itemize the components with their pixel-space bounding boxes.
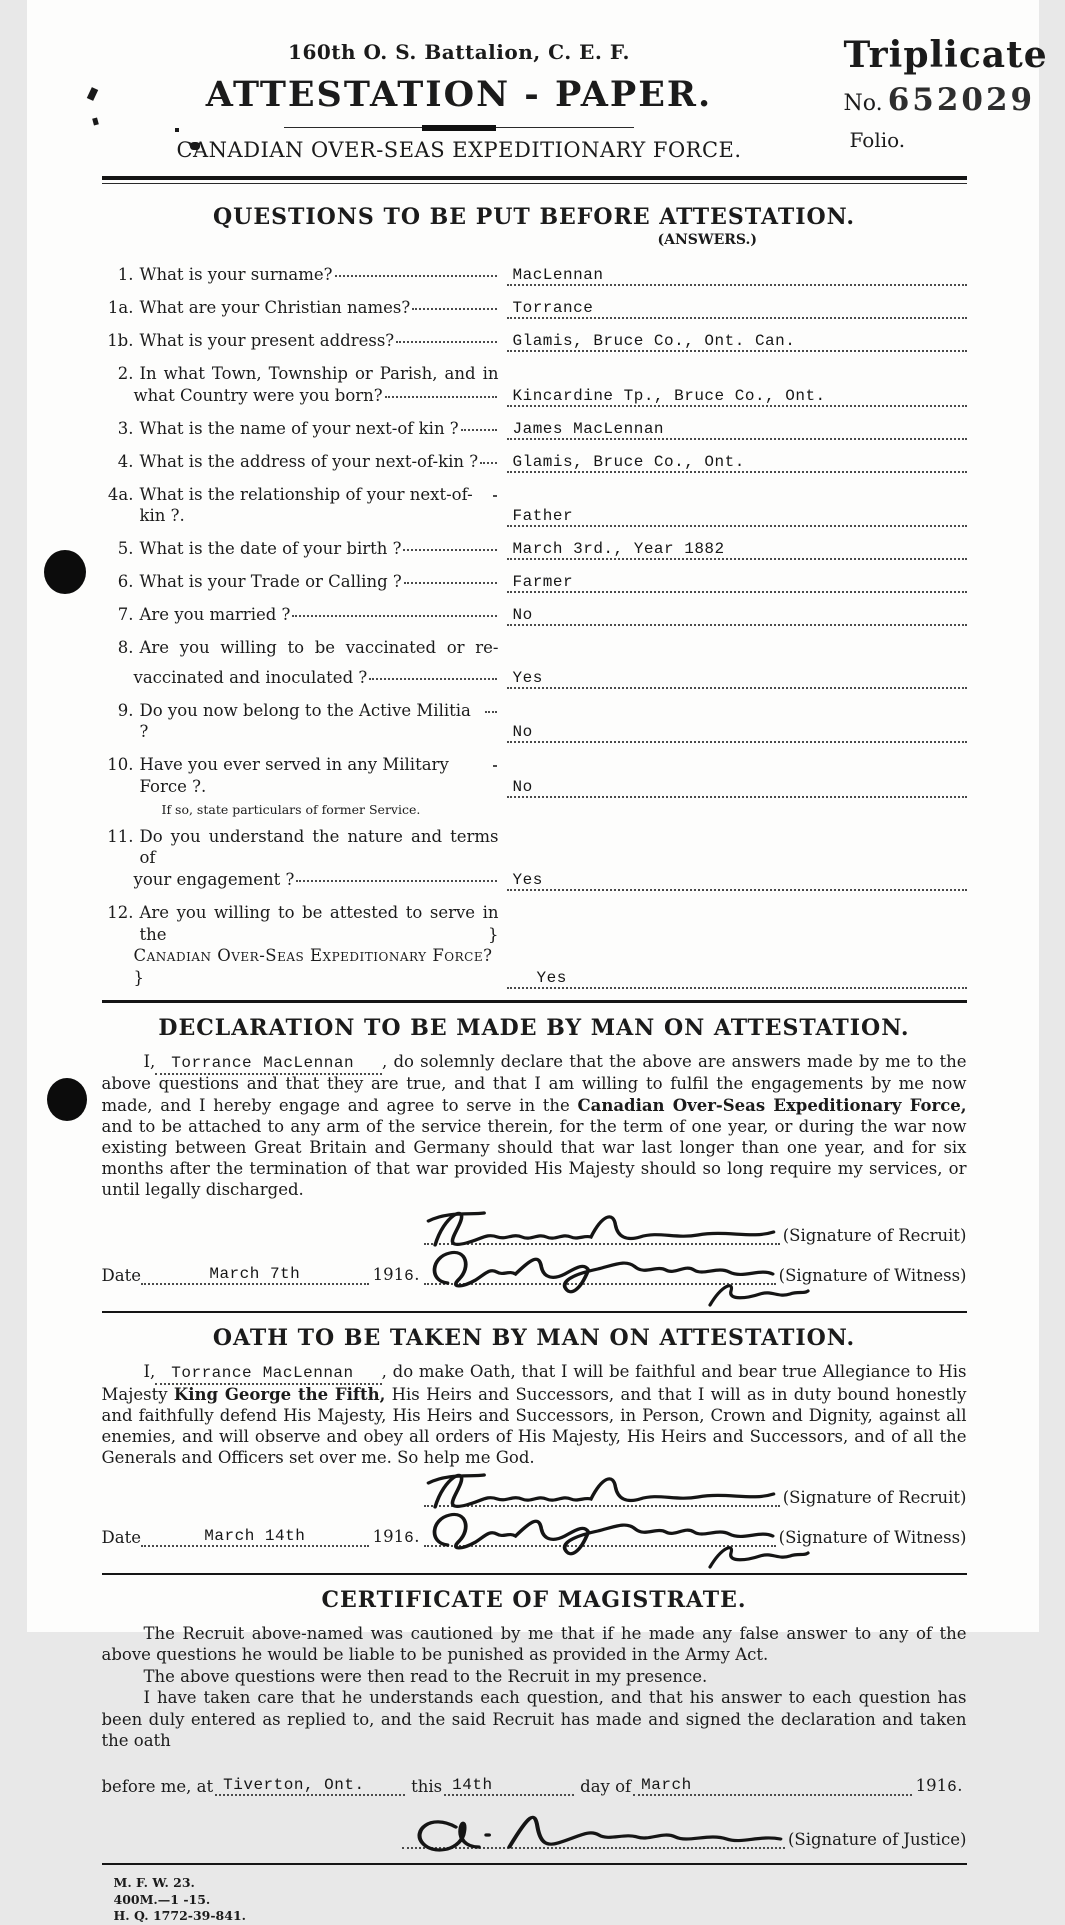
answer-field: Yes [507, 869, 967, 891]
question-text: Are you willing to be attested to serve in the } [140, 902, 499, 946]
witness-rank-row [102, 1547, 967, 1571]
month-field: March [633, 1774, 911, 1796]
question-row: 1b. What is your present address? Glamis, Bruce Co., Ont. Can. [102, 330, 967, 352]
question-row: 12. Are you willing to be attested to serve in the } Canadian Over-Seas Expeditionary Force? } Yes [102, 902, 967, 989]
recruit-signature-label: (Signature of Recruit) [780, 1226, 967, 1245]
answer-field: MacLennan [507, 264, 967, 286]
witness-rank-script [697, 1541, 817, 1575]
witness-signature-label: (Signature of Witness) [776, 1266, 967, 1285]
question-row: 5. What is the date of your birth ? March 3rd., Year 1882 [102, 538, 967, 560]
date-field: March 7th [141, 1263, 369, 1285]
question-row: 4a. What is the relationship of your next-of-kin ?. Father [102, 484, 967, 528]
question-row: 8. Are you willing to be vaccinated or re- vaccinated and inoculated ? Yes [102, 637, 967, 689]
battalion-line: 160th O. S. Battalion, C. E. F. [102, 40, 817, 64]
question-text: Do you now belong to the Active Militia ? [140, 700, 483, 744]
question-note: If so, state particulars of former Service. [162, 802, 967, 817]
date-label: Date [102, 1528, 141, 1547]
certificate-title: CERTIFICATE OF MAGISTRATE. [102, 1587, 967, 1613]
question-row: 1. What is your surname? MacLennan [102, 264, 967, 286]
justice-signature-line [402, 1839, 785, 1849]
copy-label: Triplicate [844, 34, 1065, 76]
page-title: ATTESTATION - PAPER. [102, 74, 817, 115]
answer-field: James MacLennan [507, 418, 967, 440]
folio-label: Folio. [850, 128, 1065, 152]
witness-signature-row: Date March 7th 1916. (Signature of Witness) [102, 1263, 967, 1285]
answer-field: Yes [507, 967, 967, 989]
question-text: vaccinated and inoculated ? [134, 667, 368, 689]
document-header [102, 0, 967, 184]
section-rule [102, 1311, 967, 1313]
question-text: Are you willing to be vaccinated or re- [140, 637, 499, 659]
answer-field: No [507, 776, 967, 798]
answer-field: Torrance [507, 297, 967, 319]
question-row: 1a. What are your Christian names? Torrance [102, 297, 967, 319]
witness-rank-row [102, 1285, 967, 1309]
question-row: 4. What is the address of your next-of-kin ? Glamis, Bruce Co., Ont. [102, 451, 967, 473]
witness-rank-script [697, 1279, 817, 1313]
declaration-title: DECLARATION TO BE MADE BY MAN ON ATTESTATION. [102, 1015, 967, 1041]
declared-name: Torrance MacLennan [155, 1054, 382, 1075]
scan-artifact [86, 87, 97, 101]
oath-title: OATH TO BE TAKEN BY MAN ON ATTESTATION. [102, 1325, 967, 1351]
answer-field: Farmer [507, 571, 967, 593]
question-text: In what Town, Township or Parish, and in [140, 363, 499, 385]
question-row: 3. What is the name of your next-of kin ? James MacLennan [102, 418, 967, 440]
form-code-footer [114, 1875, 967, 1925]
before-me-row: before me, at Tiverton, Ont. this 14th day of March 1916. [102, 1774, 967, 1796]
question-row: 6. What is your Trade or Calling ? Farmer [102, 571, 967, 593]
question-text: What is the relationship of your next-of-kin ?. [140, 484, 491, 528]
certificate-paragraph: I have taken care that he understands each question, and that his answer to each question has been duly entered as replied to, and the said Recruit has made and signed the declaration and taken the oath [102, 1687, 967, 1751]
answer-field: March 3rd., Year 1882 [507, 538, 967, 560]
answer-field: No [507, 721, 967, 743]
answer-field: Glamis, Bruce Co., Ont. [507, 451, 967, 473]
declaration-paragraph: I, Torrance MacLennan , do solemnly declare that the above are answers made by me to the above questions and that they are true, and that I am willing to fulfil the engagements by me now made, and I hereby engage and agree to serve in the Canadian Over-Seas Expeditionary Force, and to be attached to any arm of the service therein, for the term of one year, or during the war now existing between Great Britain and Germany should that war last longer than one year, and for six months after the termination of that war provided His Majesty should so long require my services, or until legally discharged. [102, 1051, 967, 1200]
question-row: 10. Have you ever served in any Military Force ?. No [102, 754, 967, 798]
question-text: Have you ever served in any Military Force ?. [140, 754, 491, 798]
oath-section [102, 1325, 967, 1575]
oath-paragraph: I, Torrance MacLennan , do make Oath, that I will be faithful and bear true Allegiance to His Majesty King George the Fifth, His Heirs and Successors, and that I will as in duty bound honestly and faithfully defend His Majesty, His Heirs and Successors, in Person, Crown and Dignity, against all enemies, and will observe and obey all orders of His Majesty, His Heirs and Successors, and of all the Generals and Officers set over me. So help me God. [102, 1361, 967, 1468]
form-code: 400M.—1 -15. [114, 1892, 967, 1909]
question-row: 2. In what Town, Township or Parish, and in what Country were you born? Kincardine Tp., Bruce Co., Ont. [102, 363, 967, 407]
certificate-section [102, 1587, 967, 1865]
question-text: Are you married ? [140, 604, 291, 626]
witness-signature-label: (Signature of Witness) [776, 1528, 967, 1547]
justice-signature-row [102, 1830, 967, 1849]
answer-field: Yes [507, 667, 967, 689]
question-text: your engagement ? [134, 869, 295, 891]
serial-number: 652029 [888, 82, 1035, 118]
justice-signature-label: (Signature of Justice) [785, 1830, 967, 1849]
force-line: CANADIAN OVER-SEAS EXPEDITIONARY FORCE. [102, 138, 817, 162]
question-text: What is your present address? [140, 330, 395, 352]
declaration-section [102, 1015, 967, 1313]
question-text: what Country were you born? [134, 385, 383, 407]
date-field: March 14th [141, 1525, 369, 1547]
title-divider [284, 127, 634, 128]
attestation-paper-scan [27, 0, 1039, 1632]
answer-field: Father [507, 505, 967, 527]
recruit-signature-label: (Signature of Recruit) [780, 1488, 967, 1507]
questions-title: QUESTIONS TO BE PUT BEFORE ATTESTATION. [102, 204, 967, 230]
scan-artifact [92, 117, 99, 125]
answer-field: No [507, 604, 967, 626]
place-field: Tiverton, Ont. [215, 1774, 405, 1796]
question-row: 11. Do you understand the nature and terms of your engagement ? Yes [102, 826, 967, 891]
question-text: What are your Christian names? [140, 297, 411, 319]
question-row: 7. Are you married ? No [102, 604, 967, 626]
witness-signature-row: Date March 14th 1916. (Signature of Witness) [102, 1525, 967, 1547]
section-rule [102, 176, 967, 184]
question-text: Canadian Over-Seas Expeditionary Force? } [134, 945, 499, 989]
number-label: No. [844, 91, 883, 116]
section-rule [102, 1000, 967, 1003]
question-text: What is your surname? [140, 264, 333, 286]
day-field: 14th [444, 1774, 574, 1796]
oath-name: Torrance MacLennan [155, 1364, 381, 1385]
date-label: Date [102, 1266, 141, 1285]
section-rule [102, 1863, 967, 1865]
question-text: What is the date of your birth ? [140, 538, 402, 560]
question-text: What is your Trade or Calling ? [140, 571, 402, 593]
answers-label: (ANSWERS.) [658, 232, 967, 248]
justice-signature [402, 1805, 785, 1857]
question-text: What is the name of your next-of kin ? [140, 418, 459, 440]
certificate-paragraph: The Recruit above-named was cautioned by me that if he made any false answer to any of the above questions he would be liable to be punished as provided in the Army Act. [102, 1623, 967, 1666]
certificate-paragraph: The above questions were then read to the Recruit in my presence. [102, 1666, 967, 1687]
section-rule [102, 1573, 967, 1575]
hole-punch-bottom [47, 1078, 87, 1121]
form-code: H. Q. 1772-39-841. [114, 1908, 967, 1925]
answer-field: Glamis, Bruce Co., Ont. Can. [507, 330, 967, 352]
hole-punch-top [44, 550, 86, 594]
question-text: What is the address of your next-of-kin ? [140, 451, 479, 473]
question-row: 9. Do you now belong to the Active Militia ? No [102, 700, 967, 744]
answer-field: Kincardine Tp., Bruce Co., Ont. [507, 385, 967, 407]
form-code: M. F. W. 23. [114, 1875, 967, 1892]
questions-section [102, 204, 967, 1003]
question-text: Do you understand the nature and terms of [140, 826, 499, 870]
